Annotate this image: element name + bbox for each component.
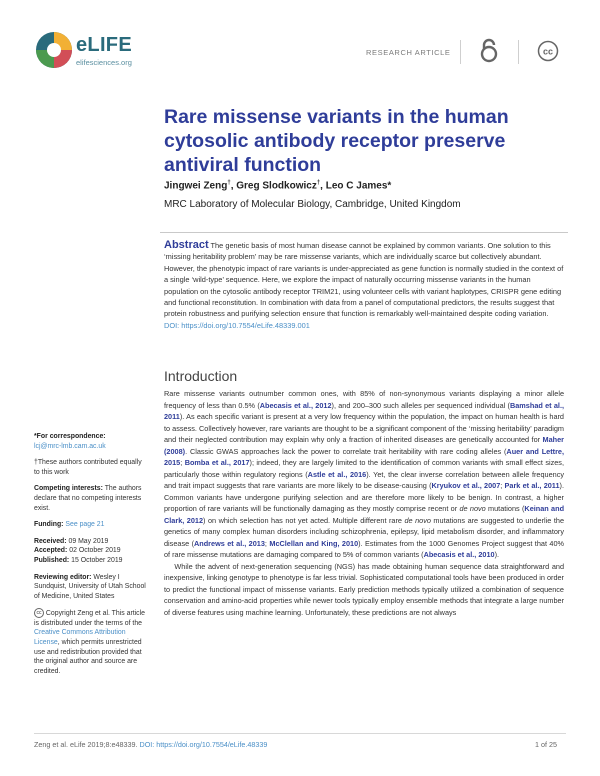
- correspondence-email-link[interactable]: lcj@mrc-lmb.cam.ac.uk: [34, 442, 106, 450]
- equal-contribution-note: †These authors contributed equally to this work: [34, 459, 142, 476]
- citation-link[interactable]: Maher (2008): [164, 435, 564, 456]
- abstract-doi-link[interactable]: DOI: https://doi.org/10.7554/eLife.48339.001: [164, 320, 310, 330]
- citation-link[interactable]: Abecasis et al., 2012: [259, 400, 332, 410]
- citation-link[interactable]: McClellan and King, 2010: [269, 538, 359, 548]
- journal-logo-text[interactable]: eLIFE: [76, 34, 132, 56]
- paragraph-text: . Classic GWAS approaches lack the power to correlate trait heritability with rare coding alleles (: [185, 446, 507, 456]
- competing-interests-label: Competing interests:: [34, 485, 103, 493]
- license-link[interactable]: Creative Commons Attribution License: [34, 629, 126, 646]
- paragraph-text: ;: [264, 538, 270, 548]
- paragraph-text: ).: [494, 550, 500, 559]
- author-name[interactable]: Jingwei Zeng: [164, 180, 228, 192]
- article-title: Rare missense variants in the human cytosolic antibody receptor preserve antiviral function: [164, 106, 509, 176]
- paragraph-text: ), and 200–300 such alleles per sequenced individual (: [331, 400, 510, 410]
- introduction-body: [164, 388, 564, 618]
- correspondence-label: *For correspondence:: [34, 433, 106, 440]
- article-type-label: RESEARCH ARTICLE: [366, 48, 451, 57]
- article-info-sidebar: [34, 432, 146, 683]
- funding-link[interactable]: See page 21: [65, 521, 105, 529]
- reviewing-editor-label: Reviewing editor:: [34, 573, 92, 581]
- citation-link[interactable]: Keinan and Clark, 2012: [164, 504, 565, 525]
- accepted-date: 02 October 2019: [69, 547, 121, 555]
- paragraph-text: ). Common variants have undergone purifying selection and are therefore more likely to be benign. In contrast, a higher proportion of rare variants will be functionally damaging as they mostly comprise recent or: [164, 481, 564, 513]
- journal-website[interactable]: elifesciences.org: [76, 58, 132, 67]
- citation-link[interactable]: Abecasis et al., 2010: [423, 550, 495, 559]
- published-label: Published:: [34, 556, 70, 564]
- accepted-label: Accepted:: [34, 547, 68, 555]
- citation-link[interactable]: Park et al., 2011: [504, 481, 560, 490]
- paragraph-text: ); indeed, they are largely limited to the identification of common variants with small effect sizes, particularly those within regulatory regions (: [164, 458, 564, 479]
- author-name[interactable]: Greg Slodkowicz: [236, 180, 317, 192]
- citation-text: Zeng et al. eLife 2019;8:e48339.: [34, 740, 138, 749]
- published-date: 15 October 2019: [71, 556, 123, 564]
- abstract-divider: [160, 232, 568, 233]
- paragraph-text: ;: [180, 458, 185, 467]
- paragraph-text: mutations (: [485, 504, 525, 513]
- received-date: 09 May 2019: [68, 537, 109, 545]
- footer-divider: [34, 733, 566, 734]
- citation-link[interactable]: Bamshad et al., 2011: [164, 400, 565, 421]
- received-label: Received:: [34, 537, 67, 545]
- header-divider: [518, 40, 519, 64]
- footer-doi-link[interactable]: DOI: https://doi.org/10.7554/eLife.48339: [139, 740, 268, 749]
- open-access-icon: [478, 38, 500, 64]
- paragraph-text: ). Estimates from the 1000 Genomes Project suggest that 40% of rare missense mutations are damaging compared to 5% of common variants (: [164, 538, 564, 559]
- abstract-text: The genetic basis of most human disease cannot be explained by common variants. One solution to this ‘missing heritability problem’ may be rare missense variants, which are individually scarce but collectively abundant. However, the phenotypic impact of rare variants is under-appreciated as gene function is normally studied in the context of a single ‘wild-type’ sequence. Here, we explore the impact of naturally occurring missense variants in the human population on the cytosolic antibody receptor TRIM21, using volunteer cells with variant haplotypes, CRISPR gene editing and functional reconstitution. In combination with data from a panel of computational predictors, the results suggest that protein robustness and purifying selection ensure that function is remarkably well-maintained despite coding variation.: [164, 241, 564, 319]
- header-divider: [460, 40, 461, 64]
- paragraph-text: ) on which selection has not yet acted. Multiple different rare: [203, 515, 405, 525]
- copyright-icon: cc: [34, 608, 44, 618]
- paragraph-text: Rare missense variants outnumber common ones, with 85% of non-synonymous variants displaying a minor allele frequency of less than 0.5% (: [164, 389, 564, 410]
- paragraph-text: ). Yet, the clear inverse correlation between allele frequency and trait impact suggests that rare variants are more likely to be disease-causing (: [164, 469, 564, 490]
- footer-citation: [34, 740, 267, 749]
- funding-label: Funding:: [34, 521, 64, 529]
- competing-interests-text: The authors declare that no competing interests exist.: [34, 485, 142, 512]
- abstract: [164, 240, 564, 331]
- italic-term: de novo: [459, 504, 486, 513]
- abstract-heading: Abstract: [164, 239, 209, 251]
- introduction-paragraph-1: [164, 389, 564, 559]
- creative-commons-icon: [537, 40, 559, 62]
- copyright-text: Copyright Zeng et al. This article is distributed under the terms of the: [34, 610, 145, 627]
- citation-link[interactable]: Auer and Lettre, 2015: [164, 446, 564, 467]
- author-name[interactable]: Leo C James*: [325, 180, 392, 192]
- page-number: 1 of 25: [535, 740, 557, 749]
- author-list: Jingwei Zeng†, Greg Slodkowicz†, Leo C James*: [164, 180, 392, 192]
- section-heading-introduction: Introduction: [164, 368, 238, 384]
- elife-logo-icon: [34, 30, 74, 70]
- paragraph-text: mutations are suggested to underlie the genetics of many complex human disorders including schizophrenia, epilepsy, lipid metabolism disorder, and inflammatory disease (: [164, 515, 564, 548]
- italic-term: de novo: [404, 515, 431, 525]
- reviewing-editor-text: Wesley I Sundquist, University of Utah School of Medicine, United States: [34, 573, 146, 600]
- paragraph-text: ). As each specific variant is present at a very low frequency within the population, the impact on human health is hard to assess. Collectively however, rare variants are thought to be a significant component of the ‘missing heritability’ paradigm and their neglected contribution may explain why only a fraction of inherited diseases are genetically accounted for: [164, 412, 564, 444]
- paragraph-text: ;: [500, 481, 505, 490]
- author-affiliation: MRC Laboratory of Molecular Biology, Cambridge, United Kingdom: [164, 199, 461, 210]
- citation-link[interactable]: Andrews et al., 2013: [194, 538, 265, 548]
- copyright-text-end: , which permits unrestricted use and redistribution provided that the original author and source are credited.: [34, 638, 142, 675]
- svg-text:cc: cc: [542, 46, 554, 57]
- citation-link[interactable]: Bomba et al., 2017: [184, 458, 250, 467]
- citation-link[interactable]: Astle et al., 2016: [307, 469, 367, 479]
- citation-link[interactable]: Kryukov et al., 2007: [431, 481, 501, 490]
- introduction-paragraph-2: While the advent of next-generation sequencing (NGS) has made obtaining human sequence data straightforward and inexpensive, linking genotype to phenotype is far less trivial. Sophisticated computational tools have been produced in order to predict the functional impact of missense variants. Early prediction methods typically utilized a combination of sequence conservation and amino-acid properties while newer tools typically employ ensemble methods that integrate a large number of diverse features using machine learning. Unfortunately, these predictions are not always: [164, 561, 564, 617]
